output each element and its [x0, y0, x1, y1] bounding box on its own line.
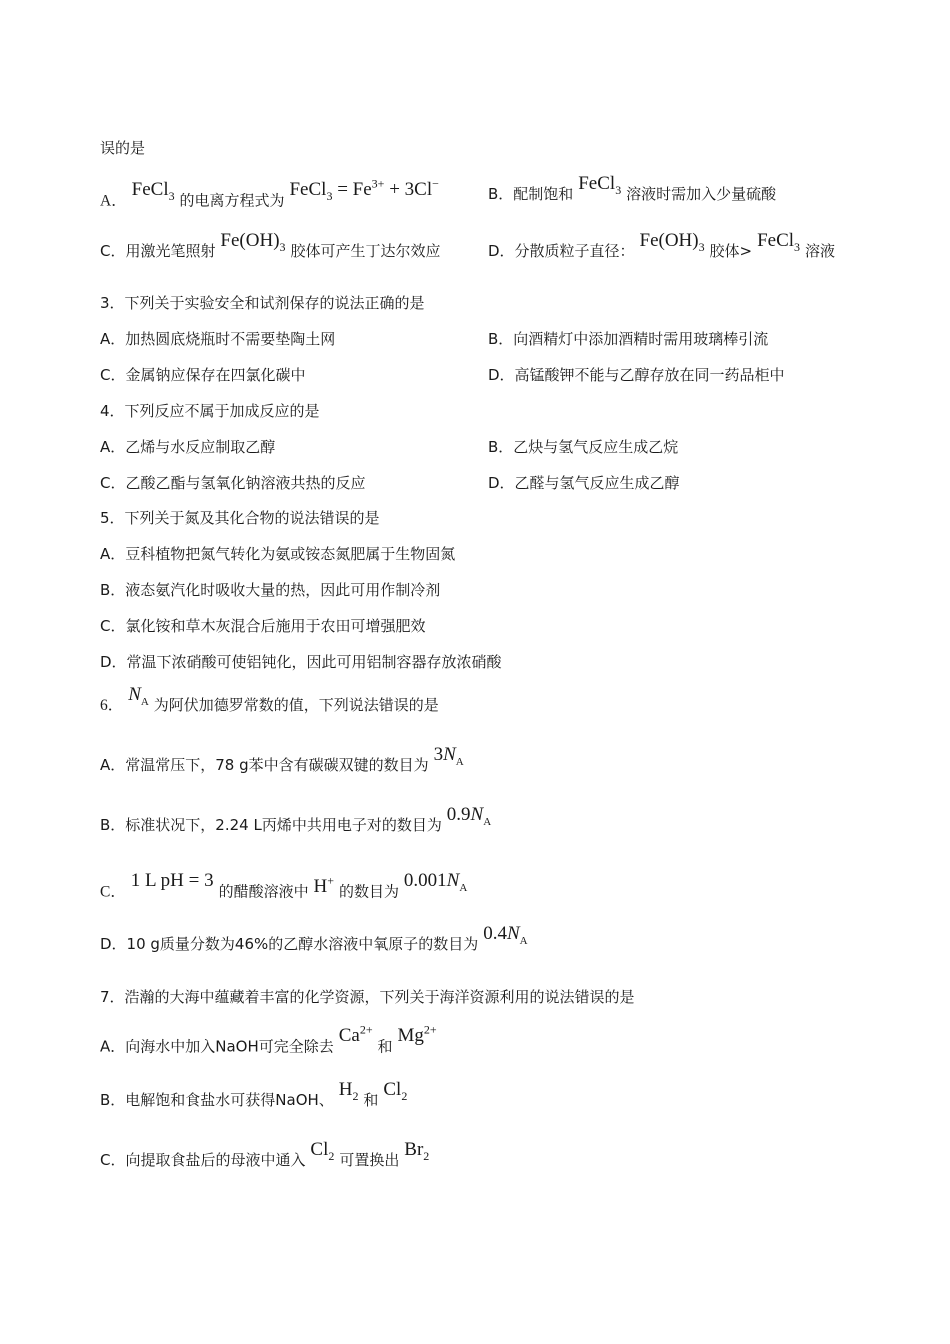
formula-1l-ph3: 1 L pH = 3 [130, 870, 214, 892]
q2-option-a: A． FeCl$_3$ 的电离方程式为 FeCl$_3$ = $Fe^{3+} + 3Cl^-$ [100, 177, 439, 210]
q4-option-a: A．乙烯与水反应制取乙醇 [100, 438, 276, 456]
q5-option-d: D．常温下浓硝酸可使铝钝化，因此可用铝制容器存放浓硝酸 [100, 653, 502, 671]
formula-ionization: FeCl$_3$ = $Fe^{3+} + 3Cl^-$ [289, 177, 439, 204]
q3-option-d: D．高锰酸钾不能与乙醇存放在同一药品柜中 [488, 366, 785, 384]
q2-option-b: B．配制饱和 FeCl$_3$ 溶液时需加入少量硫酸 [488, 173, 777, 203]
formula-feoh3: $Fe(OH)_3$ [220, 230, 286, 254]
q5-option-a: A．豆科植物把氮气转化为氨或铵态氮肥属于生物固氮 [100, 545, 456, 563]
q7-option-a: A．向海水中加入NaOH可完全除去 $Ca^{2+}$ 和 $Mg^{2+}$ [100, 1023, 437, 1056]
formula-3na: $3N_A$ [433, 744, 464, 768]
q5-option-b: B．液态氨汽化时吸收大量的热，因此可用作制冷剂 [100, 581, 441, 599]
q3-stem: 3．下列关于实验安全和试剂保存的说法正确的是 [100, 294, 425, 312]
q3-option-c: C．金属钠应保存在四氯化碳中 [100, 366, 306, 384]
formula-br2: $Br_2$ [404, 1139, 430, 1163]
q6-option-c: C． 1 L pH = 3 的醋酸溶液中 H+ 的数目为 $0.001N_A$ [100, 870, 468, 901]
q2-option-c: C．用激光笔照射 $Fe(OH)_3$ 胶体可产生丁达尔效应 [100, 230, 441, 260]
formula-h-plus: H+ [313, 874, 335, 898]
q4-option-d: D．乙醛与氢气反应生成乙醇 [488, 474, 680, 492]
formula-fecl3: FeCl$_3$ [578, 173, 622, 197]
q6-option-b: B．标准状况下，2.24 L丙烯中共用电子对的数目为 $0.9N_A$ [100, 804, 492, 834]
q6-option-d: D．10 g质量分数为46%的乙醇水溶液中氧原子的数目为 $0.4N_A$ [100, 923, 528, 953]
q4-option-b: B．乙炔与氢气反应生成乙烷 [488, 438, 679, 456]
formula-0-4na: $0.4N_A$ [483, 923, 528, 947]
formula-mg2: $Mg^{2+}$ [397, 1023, 437, 1047]
q7-option-b: B．电解饱和食盐水可获得NaOH、 $H_2$ 和 $Cl_2$ [100, 1079, 408, 1109]
q4-stem: 4．下列反应不属于加成反应的是 [100, 402, 320, 420]
formula-0-001na: $0.001N_A$ [403, 870, 468, 895]
q3-option-a: A．加热圆底烧瓶时不需要垫陶土网 [100, 330, 336, 348]
formula-na: $N_A$ [128, 684, 149, 708]
formula-ca2: $Ca^{2+}$ [338, 1023, 373, 1047]
formula-fecl3: FeCl$_3$ [131, 179, 175, 204]
q5-option-c: C．氯化铵和草木灰混合后施用于农田可增强肥效 [100, 617, 426, 635]
formula-cl2: $Cl_2$ [310, 1139, 335, 1163]
q7-stem: 7．浩瀚的大海中蕴藏着丰富的化学资源，下列关于海洋资源利用的说法错误的是 [100, 988, 635, 1006]
formula-cl2: $Cl_2$ [383, 1079, 408, 1103]
q5-stem: 5．下列关于氮及其化合物的说法错误的是 [100, 509, 380, 527]
q7-option-c: C．向提取食盐后的母液中通入 $Cl_2$ 可置换出 $Br_2$ [100, 1139, 430, 1169]
formula-fecl3: FeCl$_3$ [757, 230, 801, 254]
q2-option-d: D．分散质粒子直径： $Fe(OH)_3$ 胶体> FeCl$_3$ 溶液 [488, 230, 835, 260]
q6-stem: 6． $N_A$ 为阿伏加德罗常数的值，下列说法错误的是 [100, 684, 439, 714]
q2-stem-tail: 误的是 [100, 139, 146, 157]
q4-option-c: C．乙酸乙酯与氢氧化钠溶液共热的反应 [100, 474, 366, 492]
formula-feoh3: $Fe(OH)_3$ [639, 230, 705, 254]
q6-option-a: A．常温常压下，78 g苯中含有碳碳双键的数目为 $3N_A$ [100, 744, 464, 774]
formula-0-9na: $0.9N_A$ [446, 804, 492, 828]
q3-option-b: B．向酒精灯中添加酒精时需用玻璃棒引流 [488, 330, 769, 348]
formula-h2: $H_2$ [338, 1079, 359, 1103]
